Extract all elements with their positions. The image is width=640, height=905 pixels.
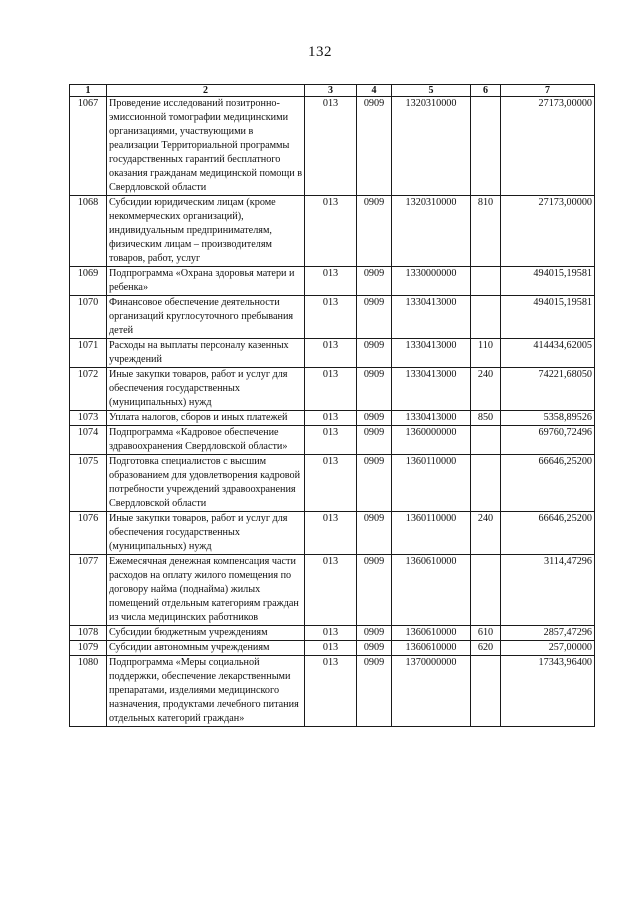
row-name: Подпрограмма «Меры социальной поддержки, обеспечение лекарственными препаратами, изделиями медицинского назначения, продуктами лечебного питания отдельных категорий граждан» (107, 656, 305, 727)
row-section-code: 0909 (357, 626, 392, 641)
row-target-code: 1360610000 (392, 641, 471, 656)
table-row (70, 339, 595, 368)
row-target-code: 1360110000 (392, 512, 471, 555)
row-number: 1074 (70, 426, 107, 455)
header-col-4: 4 (357, 85, 392, 97)
row-section-code: 0909 (357, 296, 392, 339)
row-expense-type: 810 (471, 196, 501, 267)
row-section-code: 0909 (357, 267, 392, 296)
row-ved-code: 013 (305, 641, 357, 656)
row-number: 1068 (70, 196, 107, 267)
budget-table (69, 84, 595, 727)
row-section-code: 0909 (357, 97, 392, 196)
row-number: 1069 (70, 267, 107, 296)
row-amount: 27173,00000 (501, 196, 595, 267)
row-target-code: 1330413000 (392, 368, 471, 411)
row-number: 1075 (70, 455, 107, 512)
header-col-1: 1 (70, 85, 107, 97)
table-row (70, 626, 595, 641)
row-expense-type: 110 (471, 339, 501, 368)
row-number: 1080 (70, 656, 107, 727)
row-target-code: 1370000000 (392, 656, 471, 727)
row-section-code: 0909 (357, 426, 392, 455)
row-expense-type (471, 656, 501, 727)
row-name: Иные закупки товаров, работ и услуг для обеспечения государственных (муниципальных) нужд (107, 368, 305, 411)
row-number: 1079 (70, 641, 107, 656)
row-number: 1067 (70, 97, 107, 196)
row-name: Подпрограмма «Кадровое обеспечение здравоохранения Свердловской области» (107, 426, 305, 455)
row-section-code: 0909 (357, 455, 392, 512)
table-row (70, 296, 595, 339)
header-row (70, 85, 595, 97)
row-amount: 494015,19581 (501, 267, 595, 296)
page-number: 132 (308, 44, 332, 60)
row-amount: 2857,47296 (501, 626, 595, 641)
row-number: 1076 (70, 512, 107, 555)
row-expense-type (471, 296, 501, 339)
row-amount: 17343,96400 (501, 656, 595, 727)
row-amount: 494015,19581 (501, 296, 595, 339)
row-amount: 74221,68050 (501, 368, 595, 411)
row-section-code: 0909 (357, 656, 392, 727)
row-amount: 414434,62005 (501, 339, 595, 368)
row-section-code: 0909 (357, 339, 392, 368)
row-expense-type: 240 (471, 512, 501, 555)
row-name: Финансовое обеспечение деятельности организаций круглосуточного пребывания детей (107, 296, 305, 339)
row-target-code: 1360110000 (392, 455, 471, 512)
row-ved-code: 013 (305, 411, 357, 426)
row-section-code: 0909 (357, 368, 392, 411)
table-row (70, 512, 595, 555)
header-col-2: 2 (107, 85, 305, 97)
row-number: 1072 (70, 368, 107, 411)
row-name: Расходы на выплаты персоналу казенных учреждений (107, 339, 305, 368)
row-expense-type (471, 426, 501, 455)
row-name: Иные закупки товаров, работ и услуг для обеспечения государственных (муниципальных) нужд (107, 512, 305, 555)
row-target-code: 1330413000 (392, 296, 471, 339)
header-col-7: 7 (501, 85, 595, 97)
row-ved-code: 013 (305, 455, 357, 512)
row-name: Подготовка специалистов с высшим образованием для удовлетворения кадровой потребности учреждений здравоохранения Свердловской области (107, 455, 305, 512)
row-number: 1070 (70, 296, 107, 339)
table-row (70, 368, 595, 411)
row-target-code: 1360610000 (392, 626, 471, 641)
row-amount: 5358,89526 (501, 411, 595, 426)
row-number: 1071 (70, 339, 107, 368)
table-row (70, 267, 595, 296)
row-target-code: 1360000000 (392, 426, 471, 455)
row-target-code: 1330413000 (392, 411, 471, 426)
table-row (70, 97, 595, 196)
row-amount: 3114,47296 (501, 555, 595, 626)
row-amount: 66646,25200 (501, 512, 595, 555)
row-expense-type (471, 455, 501, 512)
row-ved-code: 013 (305, 555, 357, 626)
row-ved-code: 013 (305, 339, 357, 368)
header-col-5: 5 (392, 85, 471, 97)
row-number: 1077 (70, 555, 107, 626)
row-number: 1078 (70, 626, 107, 641)
row-target-code: 1320310000 (392, 97, 471, 196)
row-section-code: 0909 (357, 555, 392, 626)
header-col-6: 6 (471, 85, 501, 97)
row-number: 1073 (70, 411, 107, 426)
row-section-code: 0909 (357, 196, 392, 267)
row-expense-type (471, 555, 501, 626)
row-name: Субсидии юридическим лицам (кроме некоммерческих организаций), индивидуальным предпринимателям, физическим лицам – производителям товаров, работ, услуг (107, 196, 305, 267)
row-target-code: 1330413000 (392, 339, 471, 368)
row-ved-code: 013 (305, 626, 357, 641)
table-row (70, 555, 595, 626)
row-ved-code: 013 (305, 656, 357, 727)
row-expense-type (471, 97, 501, 196)
row-amount: 66646,25200 (501, 455, 595, 512)
row-section-code: 0909 (357, 641, 392, 656)
row-amount: 69760,72496 (501, 426, 595, 455)
table-row (70, 426, 595, 455)
row-name: Ежемесячная денежная компенсация части расходов на оплату жилого помещения по договору найма (поднайма) жилых помещений отдельным категориям граждан из числа медицинских работников (107, 555, 305, 626)
row-ved-code: 013 (305, 296, 357, 339)
row-target-code: 1330000000 (392, 267, 471, 296)
table-body (70, 97, 595, 727)
row-ved-code: 013 (305, 196, 357, 267)
row-expense-type (471, 267, 501, 296)
table-row (70, 196, 595, 267)
row-ved-code: 013 (305, 267, 357, 296)
row-expense-type: 610 (471, 626, 501, 641)
row-amount: 257,00000 (501, 641, 595, 656)
row-expense-type: 620 (471, 641, 501, 656)
row-target-code: 1360610000 (392, 555, 471, 626)
table-row (70, 455, 595, 512)
row-name: Уплата налогов, сборов и иных платежей (107, 411, 305, 426)
table-row (70, 641, 595, 656)
table-header (70, 85, 595, 97)
row-expense-type: 850 (471, 411, 501, 426)
row-ved-code: 013 (305, 426, 357, 455)
row-expense-type: 240 (471, 368, 501, 411)
row-name: Подпрограмма «Охрана здоровья матери и ребенка» (107, 267, 305, 296)
row-section-code: 0909 (357, 411, 392, 426)
table-row (70, 411, 595, 426)
row-name: Проведение исследований позитронно-эмиссионной томографии медицинскими организациями, участвующими в реализации Территориальной программы государственных гарантий бесплатного оказания гражданам медицинской помощи в Свердловской области (107, 97, 305, 196)
row-target-code: 1320310000 (392, 196, 471, 267)
row-name: Субсидии бюджетным учреждениям (107, 626, 305, 641)
row-amount: 27173,00000 (501, 97, 595, 196)
header-col-3: 3 (305, 85, 357, 97)
row-ved-code: 013 (305, 97, 357, 196)
table-row (70, 656, 595, 727)
row-name: Субсидии автономным учреждениям (107, 641, 305, 656)
row-ved-code: 013 (305, 368, 357, 411)
row-section-code: 0909 (357, 512, 392, 555)
row-ved-code: 013 (305, 512, 357, 555)
